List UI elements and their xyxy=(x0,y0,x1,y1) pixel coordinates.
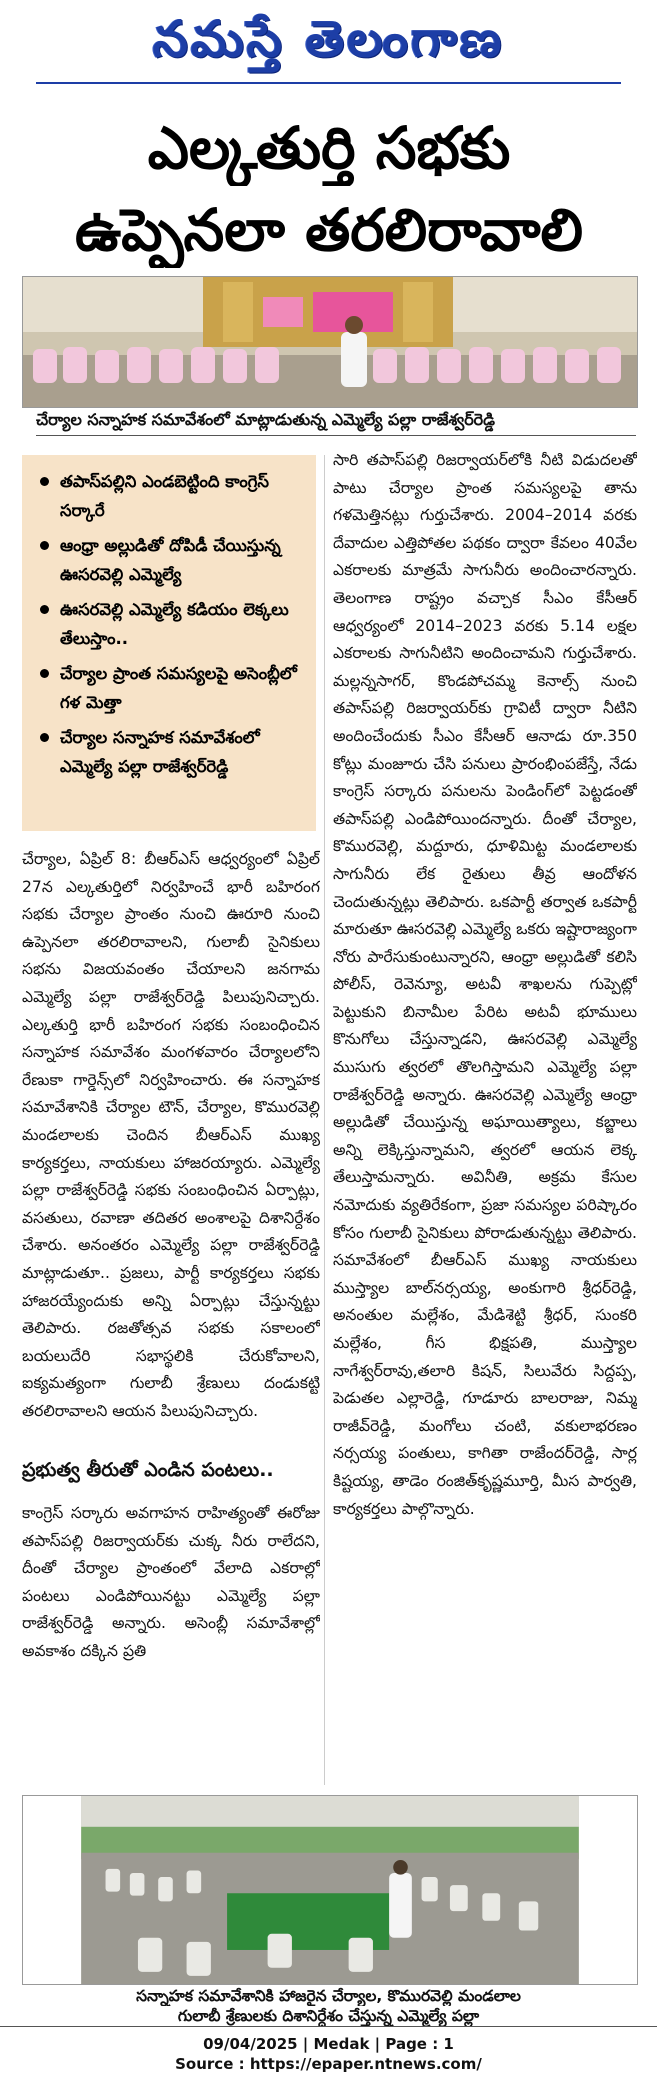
paragraph: సారి తపాస్‌పల్లి రిజర్వాయర్‌లోకి నీటి విడుదలతో పాటు చేర్యాల ప్రాంత సమస్యలపై తాను గళమెత్తినట్లు గుర్తుచేశారు. 2004–2014 వరకు దేవాదుల ఎత్తిపోతల పథకం ద్వారా కేవలం 40వేల ఎకరాలకు మాత్రమే సాగునీరు అందించారన్నారు. తెలంగాణ రాష్ట్రం వచ్చాక సీఎం కేసీఆర్ ఆధ్వర్యంలో 2014–2023 వరకు 5.14 లక్షల ఎకరాలకు సాగునీటిని అందించామని గుర్తుచేశారు. మల్లన్నసాగర్, కొండపోచమ్మ కెనాల్స్ నుంచి తపాస్‌పల్లి రిజర్వాయర్‌కు గ్రావిటీ ద్వారా నీటిని అందించేందుకు సీఎం కేసీఆర్ ఆనాడు రూ.350 కోట్లు మంజూరు చేసి పనులు ప్రారంభింపజేస్తే, నేడు కాంగ్రెస్ సర్కారు పనులను పెండింగ్‌లో పెట్టడంతో తపాస్‌పల్లి ఎండిపోయిందన్నారు. దీంతో చేర్యాల, కొమురవెల్లి, మద్దూరు, ధూళిమిట్ట మండలాలకు సాగునీరు లేక రైతులు తీవ్ర ఆందోళన చెందుతున్నట్లు తెలిపారు. ఒకపార్టీ తర్వాత ఒకపార్టీ మారుతూ ఊసరవెల్లి ఎమ్మెల్యే ఒకరు ఇష్టారాజ్యంగా నోరు పారేసుకుంటున్నారని, ఆంధ్రా అల్లుడితో కలిసి పోలీస్, రెవెన్యూ, అటవీ శాఖలను గుప్పెట్లో పెట్టుకుని బినామీల పేరిట అటవీ భూములు కొనుగోలు చేస్తున్నాడని, ఊసరవెల్లి ఎమ్మెల్యే ముసుగు త్వరలో తొలగిస్తామని ఎమ్మెల్యే పల్లా రాజేశ్వర్‌రెడ్డి అన్నారు. ఊసరవెల్లి ఎమ్మెల్యే ఆంధ్రా అల్లుడితో చేయిస్తున్న అఘాయిత్యాలు, కబ్జాలు అన్ని లెక్కిస్తున్నామని, త్వరలో ఆయన లెక్క తేలుస్తామన్నారు. అవినీతి, అక్రమ కేసుల నమోదుకు వ్యతిరేకంగా, ప్రజా సమస్యల పరిష్కారం కోసం గులాబీ సైనికులు పోరాడుతున్నట్టు తెలిపారు. సమావేశంలో బీఆర్‌ఎస్ ముఖ్య నాయకులు ముస్త్యాల బాల్‌నర్సయ్య, అంకుగారి శ్రీధర్‌రెడ్డి, అనంతుల మల్లేశం, మేడిశెట్టి శ్రీధర్, సుంకరి మల్లేశం, గీస భిక్షపతి, ముస్త్యాల నాగేశ్వర్‌రావు,తలారి కిషన్, సిలువేరు సిద్దప్ప, పెడుతల ఎల్లారెడ్డి, గూడూరు బాలరాజు, నిమ్మ రాజీవ్‌రెడ్డి, మంగోలు చంటి, వకులాభరణం నర్సయ్య పంతులు, కాగితా రాజేందర్‌రెడ్డి, సార్ల కిష్టయ్య, తాడెం రంజిత్‌కృష్ణమూర్తి, మీస పార్వతి, కార్యకర్తలు పాల్గొన్నారు. xyxy=(333,451,637,1518)
article-subhead: ప్రభుత్వ తీరుతో ఎండిన పంటలు.. xyxy=(22,1459,274,1481)
top-photo-image xyxy=(23,277,637,407)
highlight-item: చేర్యాల సన్నాహక సమావేశంలో ఎమ్మెల్యే పల్లా రాజేశ్వర్‌రెడ్డి xyxy=(36,723,308,781)
highlights-box xyxy=(22,455,316,831)
column-divider xyxy=(324,455,325,1785)
highlight-item: చేర్యాల ప్రాంత సమస్యలపై అసెంబ్లీలో గళ మెత్తా xyxy=(36,659,308,717)
bottom-photo xyxy=(22,1795,638,1985)
paragraph: కాంగ్రెస్ సర్కారు అవగాహన రాహిత్యంతో ఈరోజు తపాస్‌పల్లి రిజర్వాయర్‌కు చుక్క నీరు రాలేదని, దీంతో చేర్యాల ప్రాంతంలో వేలాది ఎకరాల్లో పంటలు ఎండిపోయినట్టు ఎమ్మెల్యే పల్లా రాజేశ్వర్‌రెడ్డి అన్నారు. అసెంబ్లీ సమావేశాల్లో అవకాశం దక్కిన ప్రతి xyxy=(22,1504,320,1660)
highlights-list xyxy=(22,455,316,781)
headline-line-1: ఎల్కతుర్తి సభకు xyxy=(147,114,511,182)
bottom-photo-caption-2: గులాబీ శ్రేణులకు దిశానిర్దేశం చేస్తున్న ఎమ్మెల్యే పల్లా xyxy=(0,2006,657,2027)
article-body-right xyxy=(333,447,637,1785)
masthead xyxy=(0,0,657,100)
top-photo xyxy=(22,276,638,408)
article-body-left-2 xyxy=(22,1500,320,1785)
top-photo-caption: చేర్యాల సన్నాహక సమావేశంలో మాట్లాడుతున్న ఎమ్మెల్యే పల్లా రాజేశ్వర్‌రెడ్డి xyxy=(36,410,636,436)
footer-source: Source : https://epaper.ntnews.com/ xyxy=(175,2055,482,2073)
masthead-rule xyxy=(36,82,621,84)
masthead-title: నమస్తే తెలంగాణ xyxy=(152,9,505,68)
highlight-item: తపాస్‌పల్లిని ఎండబెట్టింది కాంగ్రెస్ సర్కారే xyxy=(36,467,308,525)
highlight-item: ఊసరవెల్లి ఎమ్మెల్యే కడియం లెక్కలు తేలుస్తాం.. xyxy=(36,595,308,653)
bottom-photo-image xyxy=(23,1796,637,1984)
paragraph: చేర్యాల, ఏప్రిల్ 8: బీఆర్‌ఎస్ ఆధ్వర్యంలో ఏప్రిల్ 27న ఎల్కతుర్తిలో నిర్వహించే భారీ బహిరంగ సభకు చేర్యాల ప్రాంతం నుంచి ఊరూరి నుంచి ఉప్పెనలా తరలిరావాలని, గులాబీ సైనికులు సభను విజయవంతం చేయాలని జనగామ ఎమ్మెల్యే పల్లా రాజేశ్వర్‌రెడ్డి పిలుపునిచ్చారు. ఎల్కతుర్తి భారీ బహిరంగ సభకు సంబంధించిన సన్నాహక సమావేశం మంగళవారం చేర్యాలలోని రేణుకా గార్డెన్స్‌లో నిర్వహించారు. ఈ సన్నాహక సమావేశానికి చేర్యాల టౌన్, చేర్యాల, కొమురవెల్లి మండలాలకు చెందిన బీఆర్‌ఎస్ ముఖ్య కార్యకర్తలు, నాయకులు హాజరయ్యారు. ఎమ్మెల్యే పల్లా రాజేశ్వర్‌రెడ్డి సభకు సంబంధించిన ఏర్పాట్లు, వసతులు, రవాణా తదితర అంశాలపై దిశానిర్దేశం చేశారు. అనంతరం ఎమ్మెల్యే పల్లా రాజేశ్వర్‌రెడ్డి మాట్లాడుతూ.. ప్రజలు, పార్టీ కార్యకర్తలు సభకు హాజరయ్యేందుకు అన్ని ఏర్పాట్లు చేస్తున్నట్టు తెలిపారు. రజతోత్సవ సభకు సకాలంలో బయలుదేరి సభాస్థలికి చేరుకోవాలని, ఐక్యమత్యంగా గులాబీ శ్రేణులు దండుకట్టి తరలిరావాలని ఆయన పిలుపునిచ్చారు. xyxy=(22,850,320,1420)
headline-line-2: ఉప్పెనలా తరలిరావాలి xyxy=(74,196,584,264)
bottom-photo-caption-1: సన్నాహక సమావేశానికి హాజరైన చేర్యాల, కొమురవెల్లి మండలాల xyxy=(136,1987,521,2005)
highlight-item: ఆంధ్రా అల్లుడితో దోపిడీ చేయిస్తున్న ఊసరవెల్లి ఎమ్మెల్యే xyxy=(36,531,308,589)
article-body-left-1 xyxy=(22,846,320,1446)
footer-edition: 09/04/2025 | Medak | Page : 1 xyxy=(203,2035,454,2053)
